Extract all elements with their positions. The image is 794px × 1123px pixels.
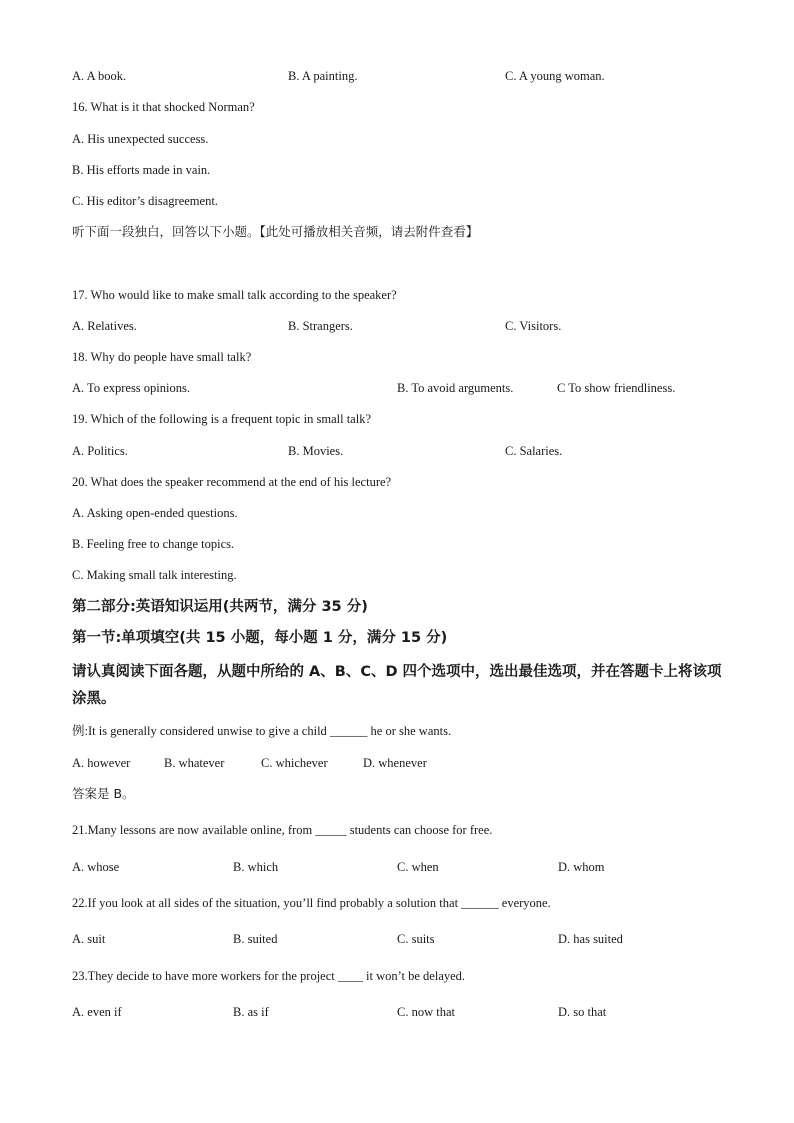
example-option-a: A. however	[72, 756, 131, 770]
q16-stem: 16. What is it that shocked Norman?	[72, 100, 255, 114]
q15-option-a: A. A book.	[72, 69, 127, 83]
section1-title: 第一节:单项填空(共 15 小题，每小题 1 分，满分 15 分)	[72, 630, 448, 646]
q19-option-a: A. Politics.	[72, 444, 128, 458]
q22-stem: 22.If you look at all sides of the situation, you’ll find probably a solution that ______ everyone.	[72, 896, 551, 910]
q23-stem: 23.They decide to have more workers for the project ____ it won’t be delayed.	[72, 969, 466, 983]
q21-option-a: A. whose	[72, 860, 120, 874]
q16-option-b: B. His efforts made in vain.	[72, 163, 211, 177]
q17-option-c: C. Visitors.	[505, 319, 562, 333]
q19-option-b: B. Movies.	[288, 444, 344, 458]
part2-title: 第二部分:英语知识运用(共两节，满分 35 分)	[72, 599, 368, 615]
q20-option-b: B. Feeling free to change topics.	[72, 537, 235, 551]
example-answer: 答案是 B。	[72, 786, 135, 801]
q19-option-c: C. Salaries.	[505, 444, 563, 458]
q22-option-d: D. has suited	[558, 932, 623, 946]
q17-option-b: B. Strangers.	[288, 319, 353, 333]
q20-option-a: A. Asking open-ended questions.	[72, 506, 238, 520]
q21-option-c: C. when	[397, 860, 439, 874]
q23-option-c: C. now that	[397, 1005, 455, 1019]
example-option-c: C. whichever	[261, 756, 328, 770]
q19-stem: 19. Which of the following is a frequent topic in small talk?	[72, 412, 372, 426]
q18-stem: 18. Why do people have small talk?	[72, 350, 252, 364]
q23-option-a: A. even if	[72, 1005, 122, 1019]
q22-option-a: A. suit	[72, 932, 106, 946]
example-option-b: B. whatever	[164, 756, 225, 770]
q23-option-b: B. as if	[233, 1005, 269, 1019]
q15-option-b: B. A painting.	[288, 69, 358, 83]
example-option-d: D. whenever	[363, 756, 427, 770]
monologue-intro: 听下面一段独白，回答以下小题。【此处可播放相关音频，请去附件查看】	[72, 224, 479, 239]
q17-option-a: A. Relatives.	[72, 319, 137, 333]
q20-stem: 20. What does the speaker recommend at the end of his lecture?	[72, 475, 392, 489]
q22-option-c: C. suits	[397, 932, 435, 946]
q18-option-b: B. To avoid arguments.	[397, 381, 514, 395]
q21-option-d: D. whom	[558, 860, 605, 874]
q20-option-c: C. Making small talk interesting.	[72, 568, 237, 582]
q18-option-a: A. To express opinions.	[72, 381, 190, 395]
q18-option-c: C To show friendliness.	[557, 381, 676, 395]
q16-option-c: C. His editor’s disagreement.	[72, 194, 218, 208]
q22-option-b: B. suited	[233, 932, 278, 946]
q21-option-b: B. which	[233, 860, 279, 874]
q23-option-d: D. so that	[558, 1005, 607, 1019]
q16-option-a: A. His unexpected success.	[72, 132, 209, 146]
q15-option-c: C. A young woman.	[505, 69, 605, 83]
q21-stem: 21.Many lessons are now available online, from _____ students can choose for free.	[72, 823, 493, 837]
q17-stem: 17. Who would like to make small talk according to the speaker?	[72, 288, 397, 302]
section-instruction: 请认真阅读下面各题，从题中所给的 A、B、C、D 四个选项中，选出最佳选项，并在答题卡上将该项涂黑。	[72, 664, 722, 707]
example-stem: 例:It is generally considered unwise to give a child ______ he or she wants.	[72, 724, 452, 738]
